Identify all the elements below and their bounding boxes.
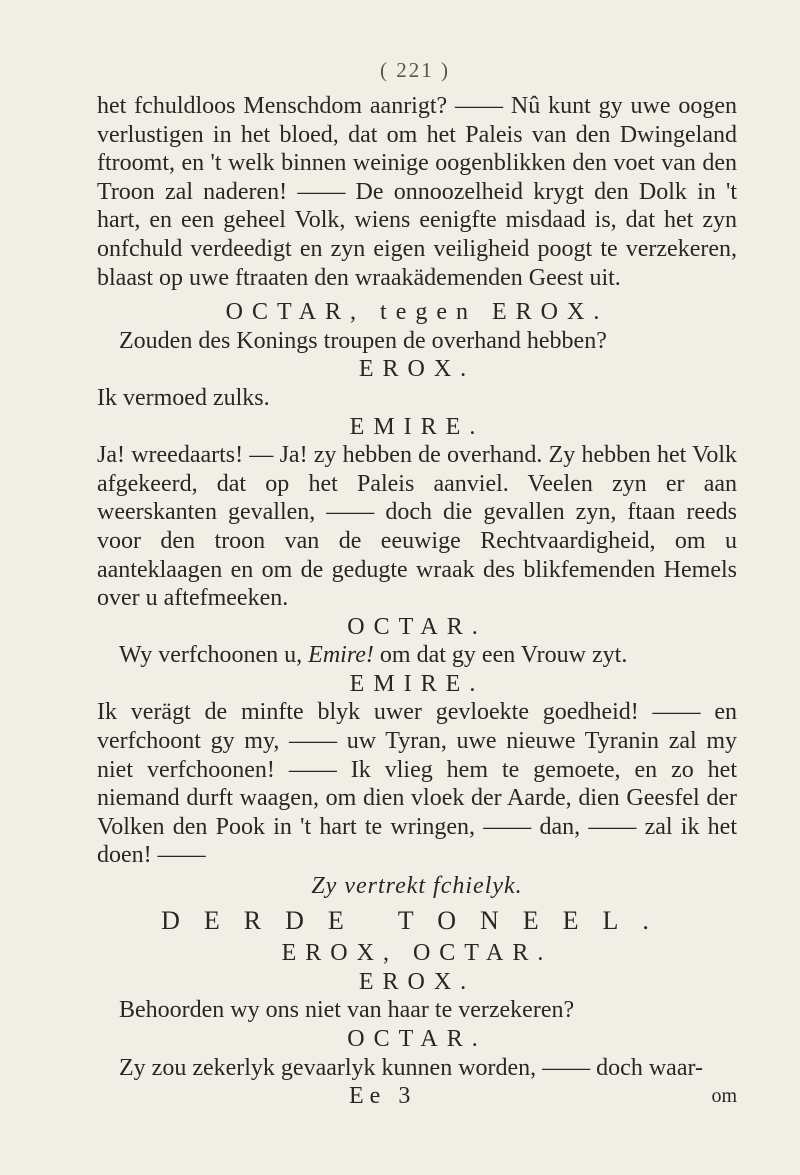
line-octar-2 bbox=[97, 641, 737, 670]
speaker-heading-octar-erox: OCTAR, tegen EROX. bbox=[225, 299, 609, 326]
paragraph-1: het fchuldloos Menschdom aanrigt? —— Nû kunt gy uwe oogen verlustigen in het bloed, dat om het Paleis van den Dwingeland ftroomt, en 't welk binnen weinige oogenblikken den voet van den Troon zal naderen! —— De onnoozelheid krygt den Dolk in 't hart, en een geheel Volk, wiens eenigfte misdaad is, dat het zyn onfchuld verdeedigt en zyn eigen veiligheid poogt te verzekeren, blaast op uwe ftraaten den wraakädemenden Geest uit. bbox=[97, 93, 737, 291]
speaker-heading-emire-2: EMIRE. bbox=[349, 670, 485, 697]
line-octar-2-end: om dat gy een Vrouw zyt. bbox=[379, 642, 628, 669]
line-octar-3: Zy zou zekerlyk gevaarlyk kunnen worden, —— doch waar- bbox=[119, 1054, 703, 1081]
speaker-heading-emire: EMIRE. bbox=[349, 413, 485, 440]
signature-mark: Ee 3 bbox=[349, 1083, 417, 1110]
line-octar-2-name: Emire! bbox=[308, 642, 374, 669]
line-erox-1: Ik vermoed zulks. bbox=[97, 384, 270, 411]
speaker-heading-erox-2: EROX. bbox=[358, 968, 476, 995]
speaker-heading-erox: EROX. bbox=[358, 356, 476, 383]
stage-direction: Zy vertrekt fchielyk. bbox=[311, 873, 523, 900]
speaker-heading-octar: OCTAR. bbox=[347, 613, 487, 640]
catchword: om bbox=[711, 1085, 737, 1108]
line-emire-2: Ik verägt de minfte blyk uwer gevloekte goedheid! —— en verfchoont gy my, —— uw Tyran, uwe nieuwe Tyranin zal my niet verfchoonen! —— Ik vlieg hem te gemoete, en zo het niemand durft waagen, om dien vloek der Aarde, dien Geesfel der Volken den Pook in 't hart te wringen, —— dan, —— zal ik het doen! —— bbox=[97, 699, 737, 869]
page-footer bbox=[97, 1082, 737, 1112]
scene-cast: EROX, OCTAR. bbox=[281, 940, 553, 967]
line-octar-2-start: Wy verfchoonen u, bbox=[119, 642, 303, 669]
page-text bbox=[97, 92, 737, 1112]
line-octar-1: Zouden des Konings troupen de overhand hebben? bbox=[119, 327, 607, 354]
speaker-heading-octar-3: OCTAR. bbox=[347, 1026, 487, 1052]
line-emire-1: Ja! wreedaarts! — Ja! zy hebben de overhand. Zy hebben het Volk afgekeerd, dat op het Paleis aanviel. Veelen zyn er aan weerskanten gevallen, —— doch die gevallen zyn, ftaan reeds voor den troon van de eeuwige Rechtvaardigheid, om u aanteklaagen en om de gedugte wraak des blikfemenden Hemels over u aftefmeeken. bbox=[97, 442, 737, 612]
page-number: ( 221 ) bbox=[380, 58, 450, 82]
line-erox-2: Behoorden wy ons niet van haar te verzekeren? bbox=[119, 997, 575, 1024]
scene-heading: DERDE TONEEL. bbox=[161, 905, 673, 935]
